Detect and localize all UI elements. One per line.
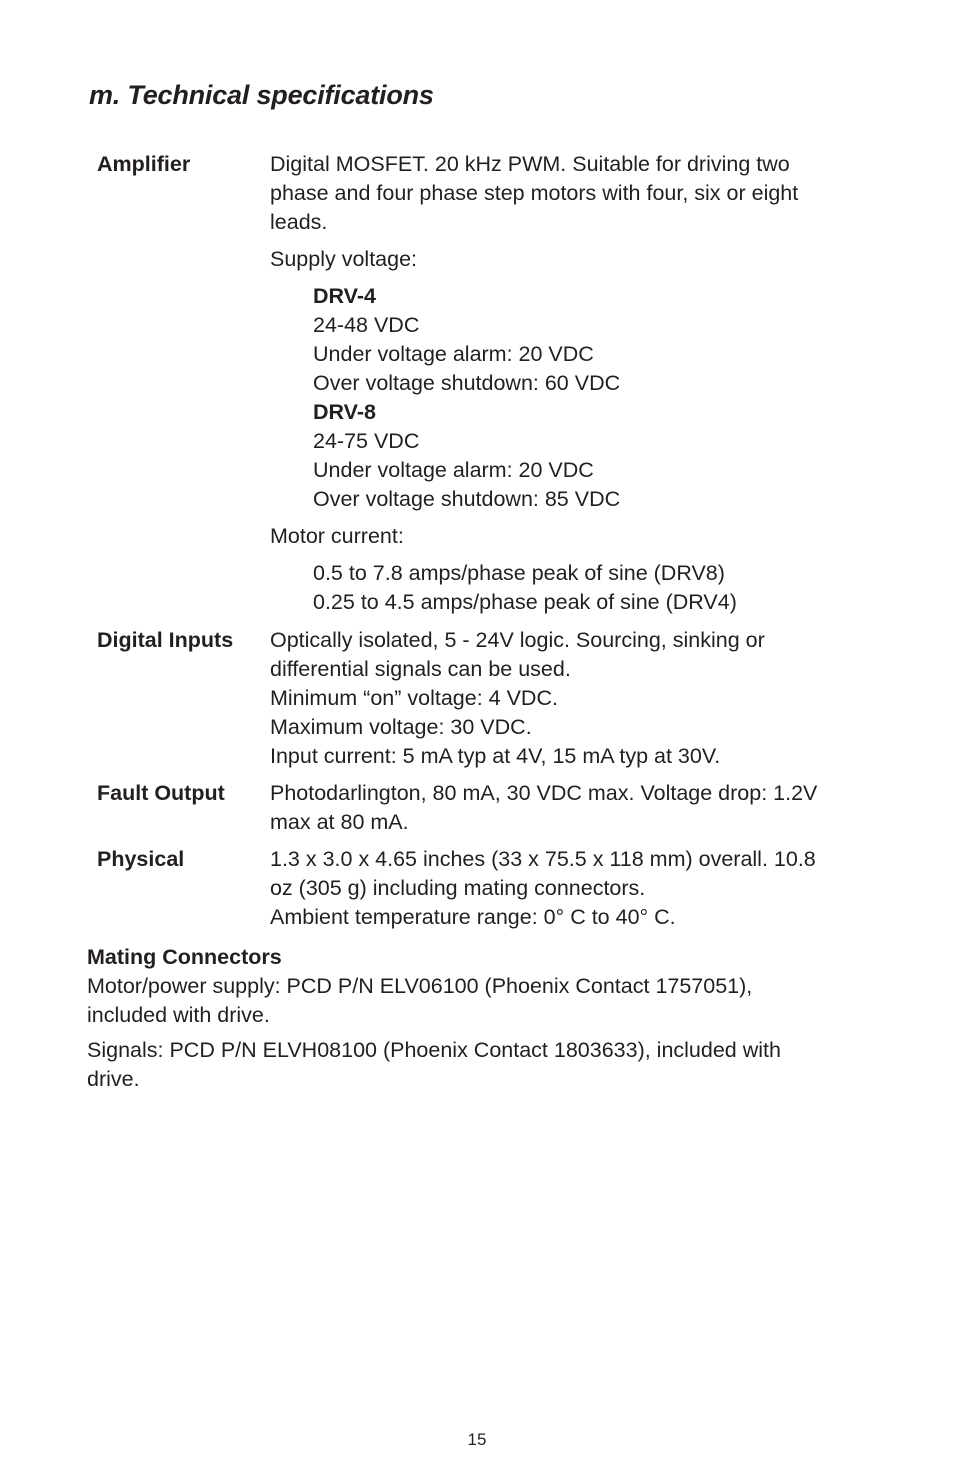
physical-line: oz (305 g) including mating connectors. (270, 876, 646, 900)
amplifier-desc-line: Digital MOSFET. 20 kHz PWM. Suitable for driving two (270, 152, 790, 176)
spec-body-physical (270, 845, 865, 932)
page-number: 15 (467, 1430, 487, 1449)
spec-label-fault-output: Fault Output (97, 781, 225, 805)
mating-connectors-section (87, 943, 867, 1094)
drv4-over-voltage: Over voltage shutdown: 60 VDC (313, 371, 621, 395)
drv8-name: DRV-8 (313, 400, 376, 424)
spec-body-amplifier (270, 150, 865, 617)
motor-current-label: Motor current: (270, 524, 404, 548)
spec-label-amplifier: Amplifier (97, 152, 191, 176)
physical-line: 1.3 x 3.0 x 4.65 inches (33 x 75.5 x 118 mm) overall. 10.8 (270, 847, 816, 871)
motor-current-line: 0.25 to 4.5 amps/phase peak of sine (DRV4) (313, 590, 737, 614)
fault-output-line: max at 80 mA. (270, 810, 409, 834)
digital-inputs-line: differential signals can be used. (270, 657, 571, 681)
digital-inputs-line: Optically isolated, 5 - 24V logic. Sourcing, sinking or (270, 628, 765, 652)
page-title: m. Technical specifications (89, 80, 434, 110)
spec-body-fault-output (270, 779, 865, 837)
drv4-name: DRV-4 (313, 284, 376, 308)
mating-motor-line: included with drive. (87, 1003, 270, 1027)
physical-line: Ambient temperature range: 0° C to 40° C. (270, 905, 676, 929)
supply-voltage-label: Supply voltage: (270, 247, 418, 271)
amplifier-desc-line: phase and four phase step motors with four, six or eight (270, 181, 799, 205)
digital-inputs-line: Maximum voltage: 30 VDC. (270, 715, 532, 739)
drv8-range: 24-75 VDC (313, 429, 420, 453)
mating-motor-line: Motor/power supply: PCD P/N ELV06100 (Phoenix Contact 1757051), (87, 974, 753, 998)
spec-body-digital-inputs (270, 626, 865, 771)
digital-inputs-line: Input current: 5 mA typ at 4V, 15 mA typ at 30V. (270, 744, 721, 768)
spec-label-digital-inputs: Digital Inputs (97, 628, 234, 652)
digital-inputs-line: Minimum “on” voltage: 4 VDC. (270, 686, 558, 710)
mating-signals-line: drive. (87, 1067, 140, 1091)
drv4-under-voltage: Under voltage alarm: 20 VDC (313, 342, 594, 366)
fault-output-line: Photodarlington, 80 mA, 30 VDC max. Voltage drop: 1.2V (270, 781, 818, 805)
drv8-over-voltage: Over voltage shutdown: 85 VDC (313, 487, 621, 511)
mating-signals-line: Signals: PCD P/N ELVH08100 (Phoenix Contact 1803633), included with (87, 1038, 781, 1062)
mating-motor-paragraph (87, 972, 867, 1030)
drv4-range: 24-48 VDC (313, 313, 420, 337)
mating-signals-paragraph (87, 1036, 867, 1094)
spec-label-physical: Physical (97, 847, 185, 871)
mating-connectors-heading: Mating Connectors (87, 945, 282, 969)
drv8-under-voltage: Under voltage alarm: 20 VDC (313, 458, 594, 482)
motor-current-line: 0.5 to 7.8 amps/phase peak of sine (DRV8) (313, 561, 725, 585)
amplifier-desc-line: leads. (270, 210, 328, 234)
